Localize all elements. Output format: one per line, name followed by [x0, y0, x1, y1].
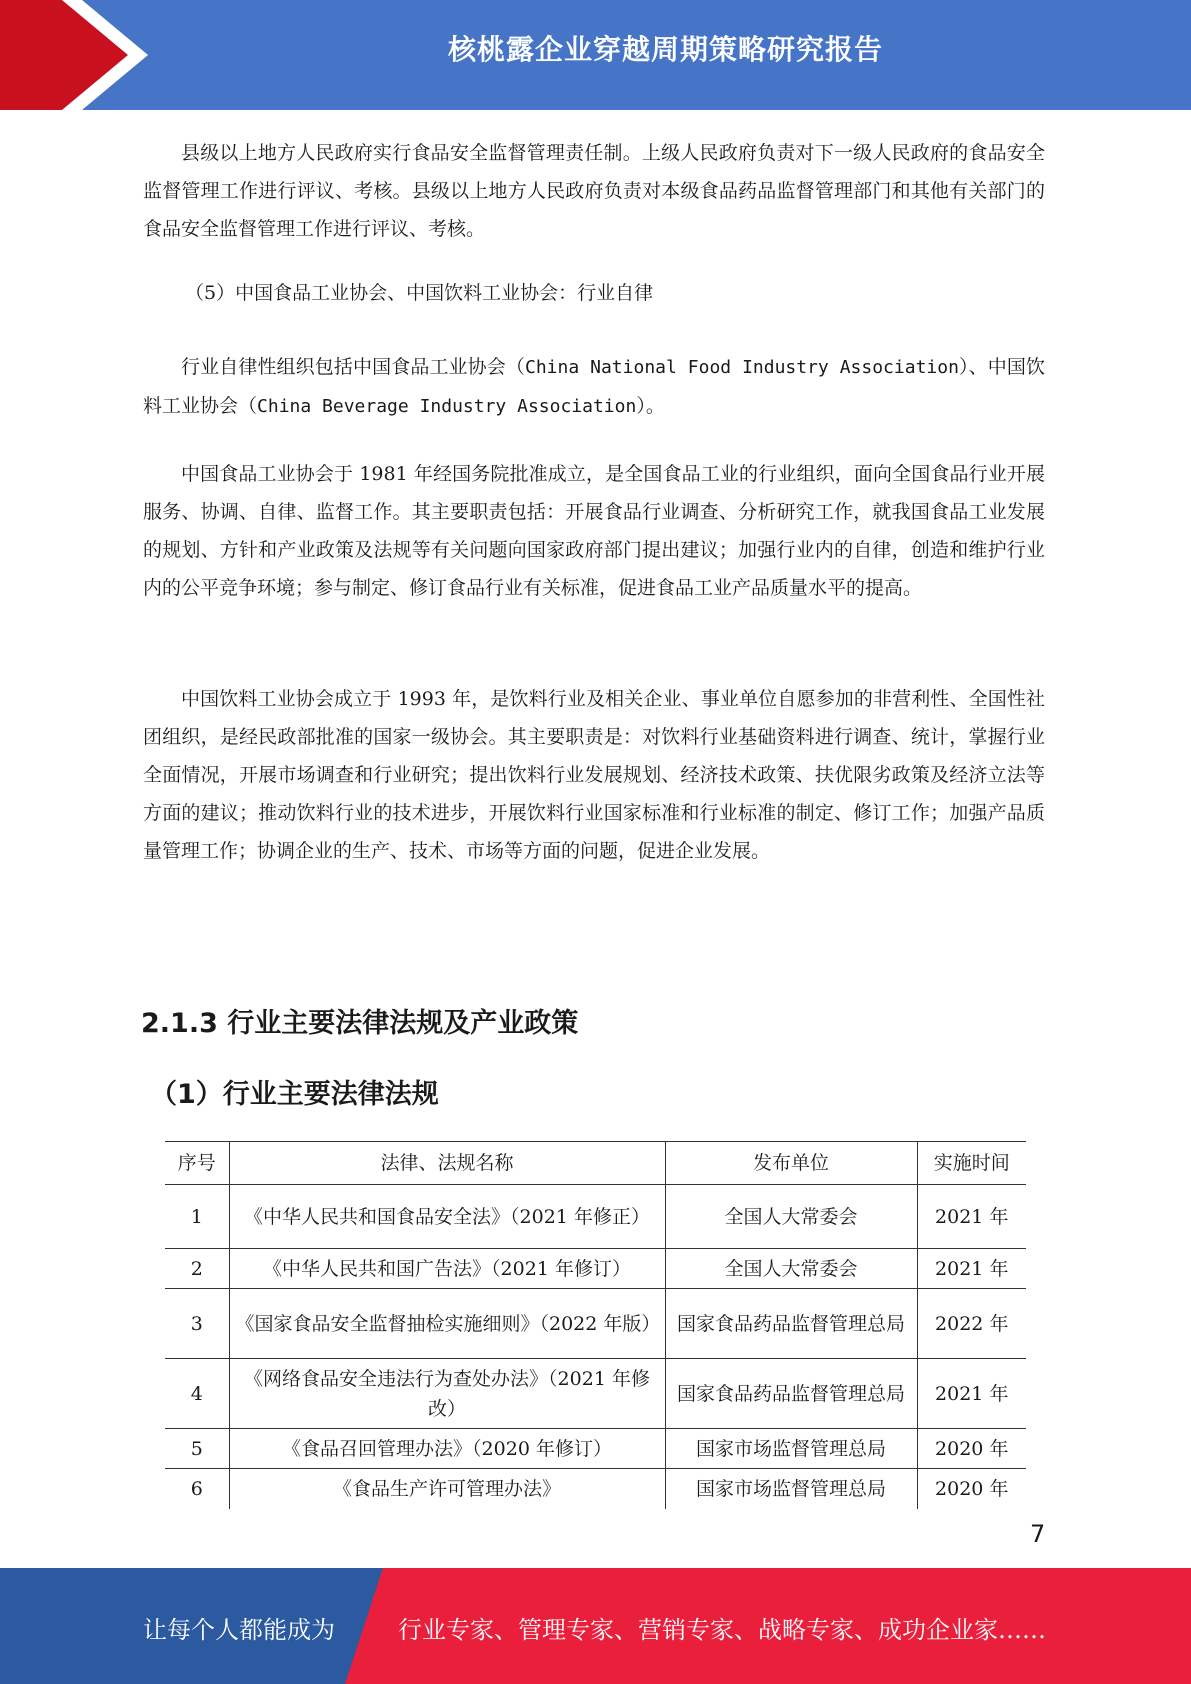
p2-text-a: 行业自律性组织包括中国食品工业协会（	[181, 356, 525, 378]
cell-law-name: 《中华人民共和国广告法》（2021 年修订）	[229, 1249, 665, 1289]
footer-slogan-right: 行业专家、管理专家、营销专家、战略专家、成功企业家……	[398, 1616, 1046, 1644]
cell-law-name: 《国家食品安全监督抽检实施细则》（2022 年版）	[229, 1289, 665, 1359]
table-header-row	[165, 1142, 1026, 1185]
cell-index: 3	[165, 1289, 229, 1359]
cell-index: 4	[165, 1359, 229, 1429]
p2-text-c: ）。	[636, 395, 665, 417]
cell-issuer: 国家食品药品监督管理总局	[665, 1359, 917, 1429]
cell-issuer: 国家市场监督管理总局	[665, 1429, 917, 1469]
cell-issuer: 国家市场监督管理总局	[665, 1469, 917, 1509]
table-row	[165, 1359, 1026, 1429]
report-title: 核桃露企业穿越周期策略研究报告	[447, 33, 883, 66]
cell-issuer: 全国人大常委会	[665, 1249, 917, 1289]
cell-effective-date: 2020 年	[917, 1429, 1026, 1469]
cell-law-name: 《中华人民共和国食品安全法》（2021 年修正）	[229, 1185, 665, 1249]
column-header-effective-date: 实施时间	[917, 1142, 1026, 1185]
cell-effective-date: 2021 年	[917, 1359, 1026, 1429]
laws-regulations-table	[165, 1141, 1026, 1509]
table-row	[165, 1469, 1026, 1509]
subheading-industry-self-regulation: （5）中国食品工业协会、中国饮料工业协会：行业自律	[185, 282, 654, 304]
paragraph-beverage-industry-association: 中国饮料工业协会成立于 1993 年，是饮料行业及相关企业、事业单位自愿参加的非营利性、全国性社团组织，是经民政部批准的国家一级协会。其主要职责是：对饮料行业基础资料进行调查、统计，掌握行业全面情况，开展市场调查和行业研究；提出饮料行业发展规划、经济技术政策、扶优限劣政策及经济立法等方面的建议；推动饮料行业的技术进步，开展饮料行业国家标准和行业标准的制定、修订工作；加强产品质量管理工作；协调企业的生产、技术、市场等方面的问题，促进企业发展。	[143, 688, 1045, 862]
cell-effective-date: 2021 年	[917, 1185, 1026, 1249]
footer-slogan-left: 让每个人都能成为	[143, 1616, 335, 1644]
cell-effective-date: 2022 年	[917, 1289, 1026, 1359]
cell-index: 5	[165, 1429, 229, 1469]
paragraph-supervision-responsibility: 县级以上地方人民政府实行食品安全监督管理责任制。上级人民政府负责对下一级人民政府的食品安全监督管理工作进行评议、考核。县级以上地方人民政府负责对本级食品药品监督管理部门和其他有关部门的食品安全监督管理工作进行评议、考核。	[143, 142, 1045, 240]
cell-index: 2	[165, 1249, 229, 1289]
cell-index: 1	[165, 1185, 229, 1249]
p2-english-name-1: China National Food Industry Association	[525, 357, 959, 378]
cell-law-name: 《网络食品安全违法行为查处办法》（2021 年修改）	[229, 1359, 665, 1429]
page-number: 7	[1030, 1520, 1046, 1548]
cell-law-name: 《食品生产许可管理办法》	[229, 1469, 665, 1509]
p2-text-b: ）、中国饮料工业协会（	[143, 356, 1045, 417]
cell-issuer: 全国人大常委会	[665, 1185, 917, 1249]
p2-english-name-2: China Beverage Industry Association	[257, 396, 637, 417]
table-row	[165, 1289, 1026, 1359]
table-row	[165, 1249, 1026, 1289]
column-header-index: 序号	[165, 1142, 229, 1185]
column-header-issuer: 发布单位	[665, 1142, 917, 1185]
cell-issuer: 国家食品药品监督管理总局	[665, 1289, 917, 1359]
cell-law-name: 《食品召回管理办法》（2020 年修订）	[229, 1429, 665, 1469]
paragraph-self-regulatory-organizations	[143, 348, 1045, 426]
subsection-heading: （1）行业主要法律法规	[150, 1079, 439, 1110]
paragraph-food-industry-association: 中国食品工业协会于 1981 年经国务院批准成立，是全国食品工业的行业组织，面向全国食品行业开展服务、协调、自律、监督工作。其主要职责包括：开展食品行业调查、分析研究工作，就我国食品工业发展的规划、方针和产业政策及法规等有关问题向国家政府部门提出建议；加强行业内的自律，创造和维护行业内的公平竞争环境；参与制定、修订食品行业有关标准，促进食品工业产品质量水平的提高。	[143, 463, 1045, 599]
cell-effective-date: 2021 年	[917, 1249, 1026, 1289]
page-header	[0, 0, 1191, 110]
cell-index: 6	[165, 1469, 229, 1509]
section-heading: 2.1.3 行业主要法律法规及产业政策	[141, 1008, 579, 1039]
table-row	[165, 1185, 1026, 1249]
page-footer	[0, 1568, 1191, 1684]
column-header-law-name: 法律、法规名称	[229, 1142, 665, 1185]
table-row	[165, 1429, 1026, 1469]
cell-effective-date: 2020 年	[917, 1469, 1026, 1509]
